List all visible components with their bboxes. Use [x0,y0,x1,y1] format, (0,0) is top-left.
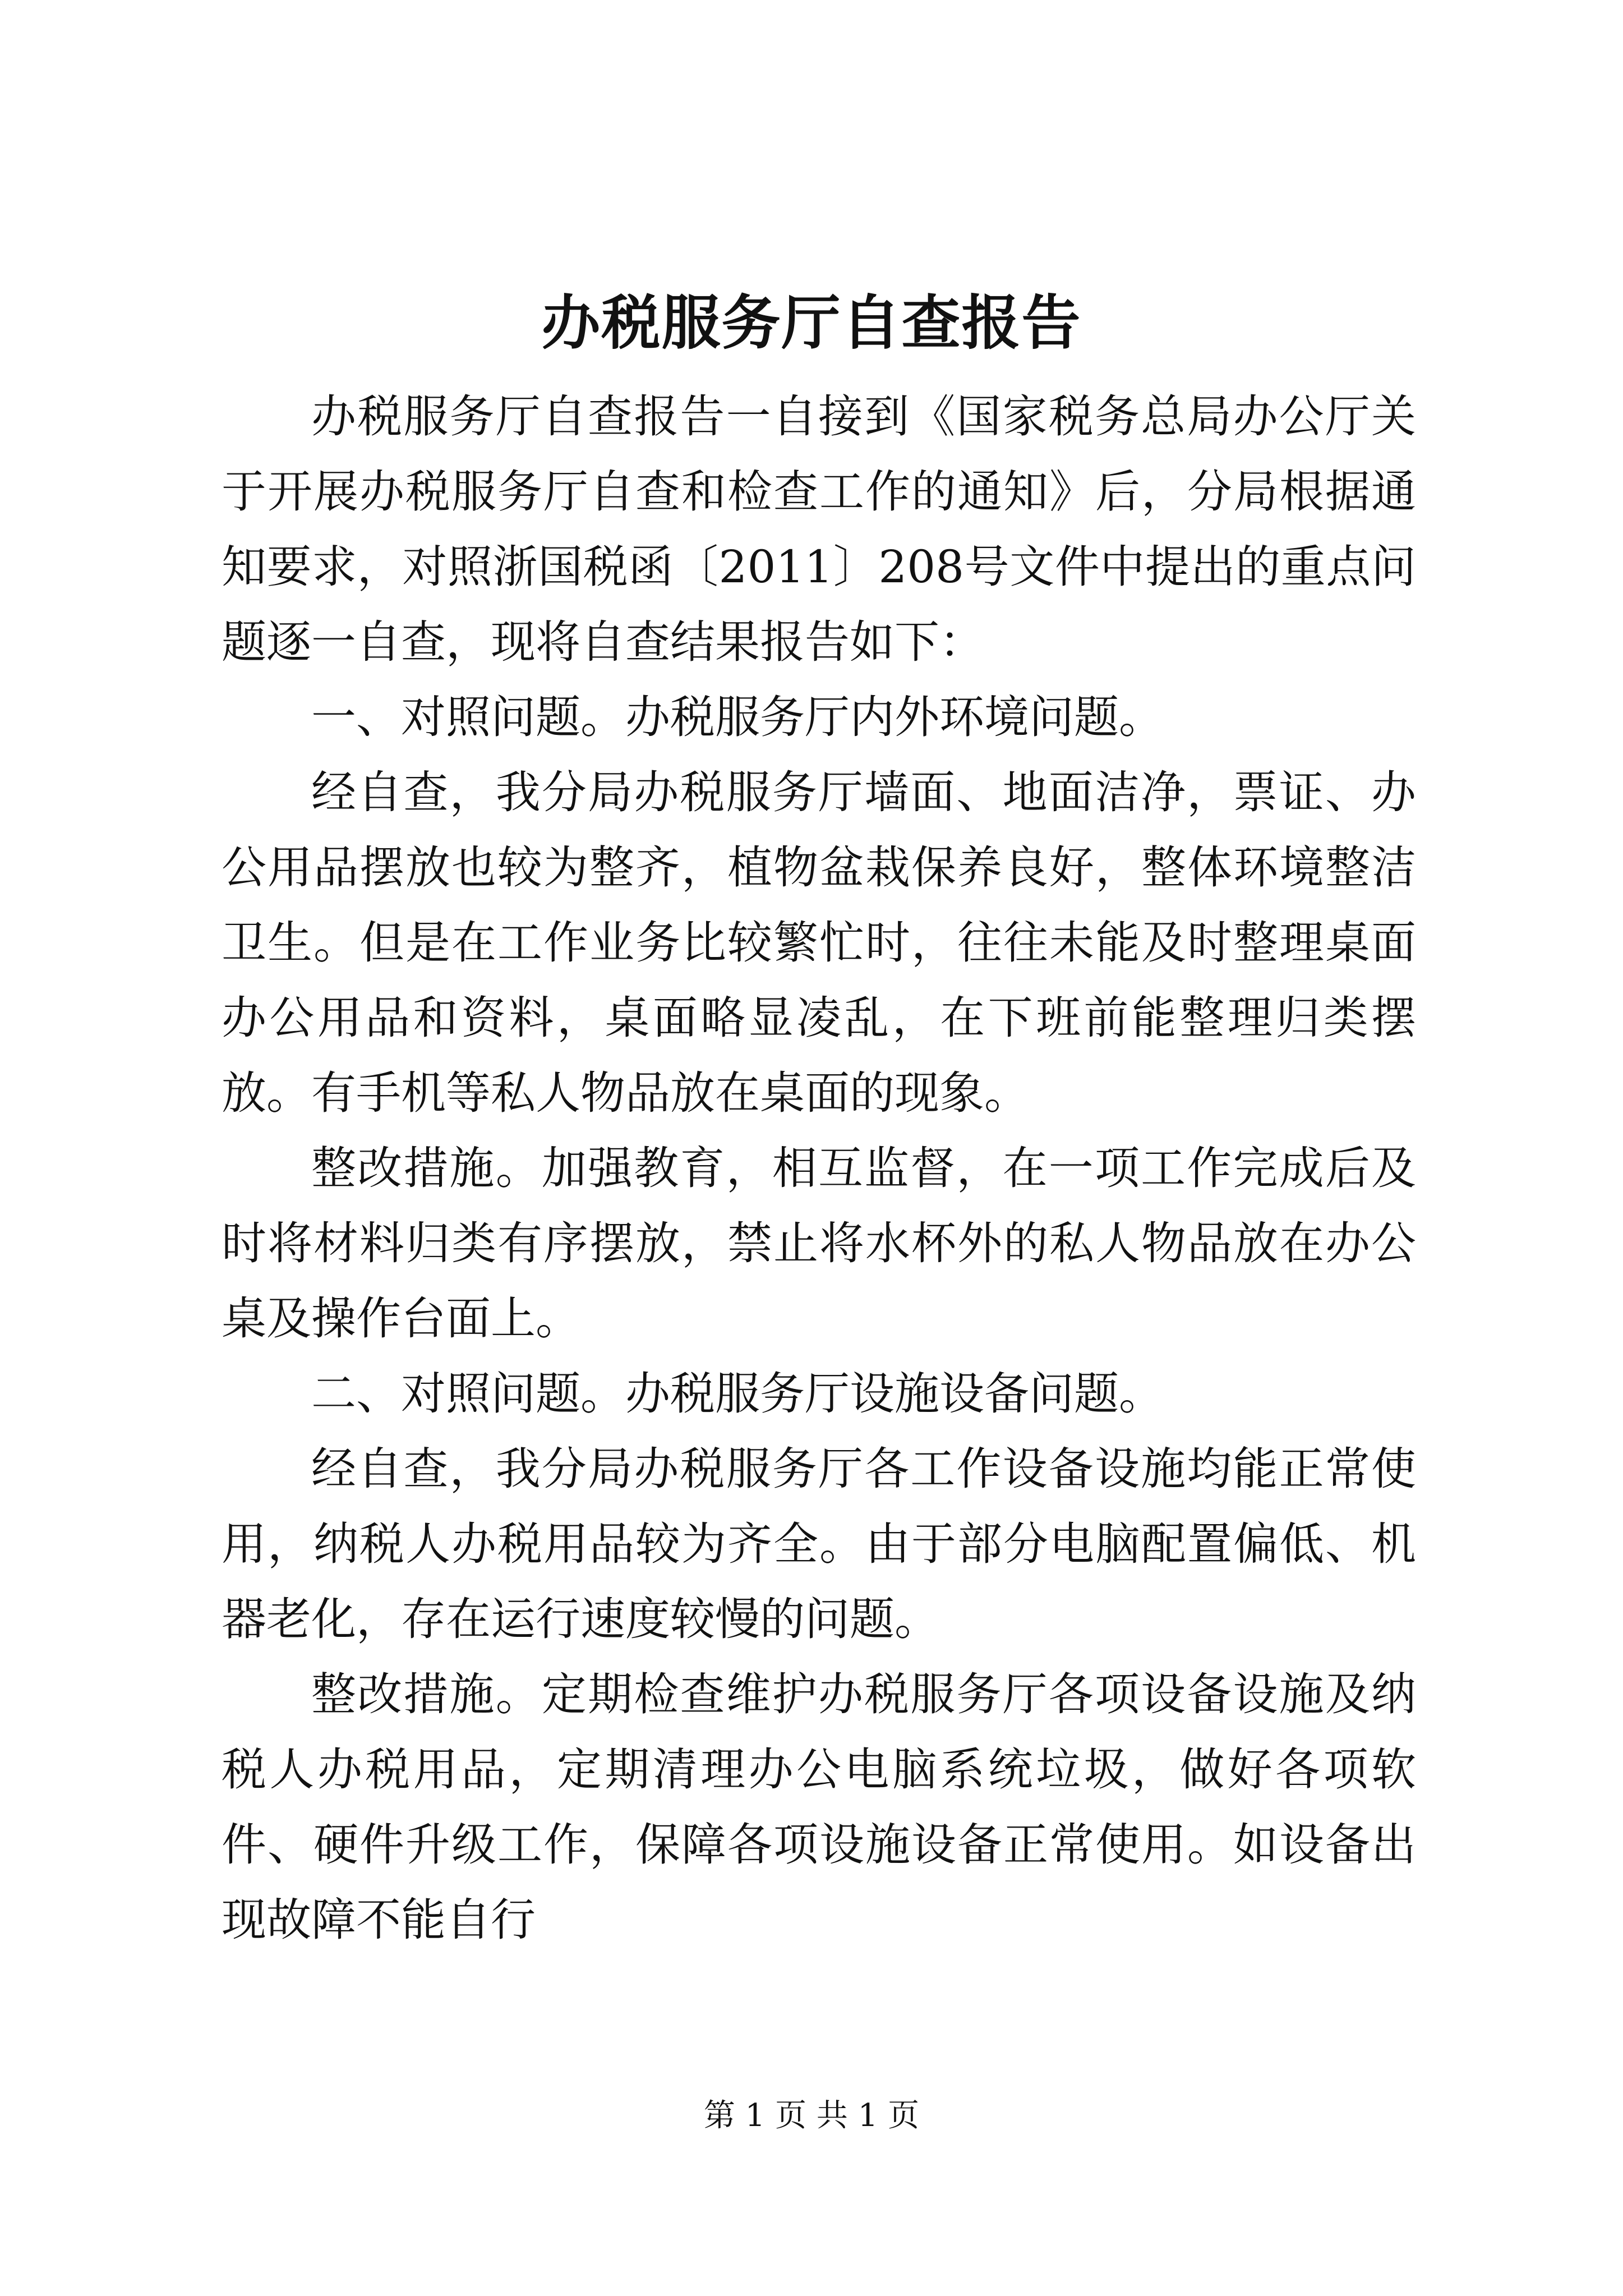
paragraph-intro: 办税服务厅自查报告一自接到《国家税务总局办公厅关于开展办税服务厅自查和检查工作的通知》后，分局根据通知要求，对照浙国税函〔2011〕208号文件中提出的重点问题逐一自查，现将自查结果报告如下： [222,390,1416,668]
document-body [222,379,1416,1958]
paragraph-section-one-measures: 整改措施。加强教育，相互监督，在一项工作完成后及时将材料归类有序摆放，禁止将水杯外的私人物品放在办公桌及操作台面上。 [222,1142,1416,1345]
paragraph-section-two-measures: 整改措施。定期检查维护办税服务厅各项设备设施及纳税人办税用品，定期清理办公电脑系统垃圾，做好各项软件、硬件升级工作，保障各项设施设备正常使用。如设备出现故障不能自行 [222,1668,1416,1946]
paragraph-section-two-findings: 经自查，我分局办税服务厅各工作设备设施均能正常使用，纳税人办税用品较为齐全。由于部分电脑配置偏低、机器老化，存在运行速度较慢的问题。 [222,1443,1416,1645]
paragraph-section-two-heading: 二、对照问题。办税服务厅设施设备问题。 [311,1368,1164,1420]
page-footer: 第 1 页 共 1 页 [703,2097,920,2134]
paragraph-section-one-findings: 经自查，我分局办税服务厅墙面、地面洁净，票证、办公用品摆放也较为整齐，植物盆栽保养良好，整体环境整洁卫生。但是在工作业务比较繁忙时，往往未能及时整理桌面办公用品和资料，桌面略显凌乱，在下班前能整理归类摆放。有手机等私人物品放在桌面的现象。 [222,766,1416,1119]
document-title: 办税服务厅自查报告 [541,288,1082,357]
paragraph-section-one-heading: 一、对照问题。办税服务厅内外环境问题。 [311,691,1164,743]
